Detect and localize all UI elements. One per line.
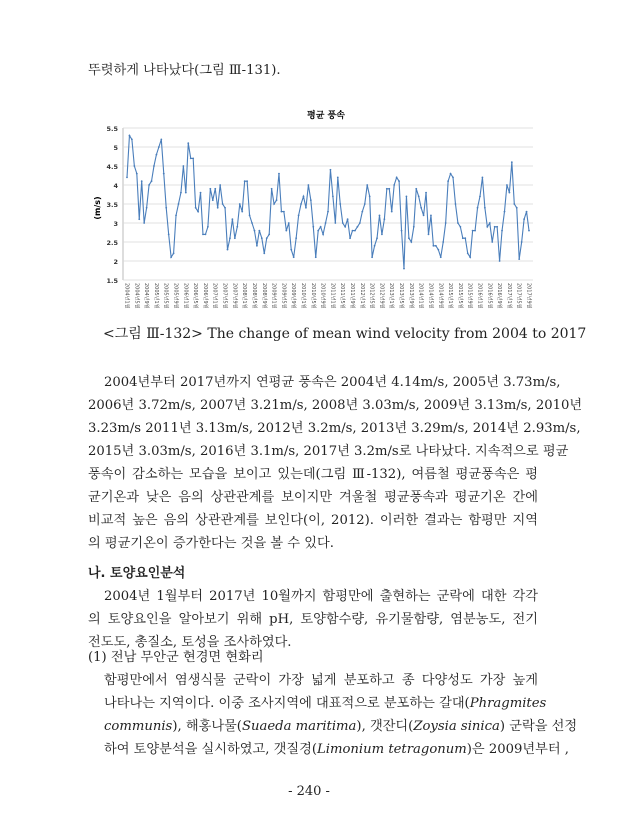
x-tick-label: 2011년1월	[329, 283, 336, 309]
data-point	[232, 218, 234, 220]
data-point	[202, 234, 204, 236]
paragraph3-line: 함평만에서 염생식물 군락이 가장 넓게 분포하고 종 다양성도 가장 높게	[104, 673, 538, 688]
data-point	[251, 222, 253, 224]
paragraph-line: 균기온과 낮은 음의 상관관계를 보이지만 겨울철 평균풍속과 평균기온 간에	[88, 490, 538, 505]
x-tick-label: 2008년9월	[260, 283, 267, 309]
data-point	[126, 177, 128, 179]
text-segment: ), 해홍나물(	[172, 719, 242, 734]
species-name: Zoysia sinica	[413, 719, 500, 734]
data-point	[383, 218, 385, 220]
data-point	[320, 226, 322, 228]
text-segment: ) 군락을 선정	[499, 719, 578, 734]
paragraph-line: 풍속이 감소하는 모습을 보이고 있는데(그림 Ⅲ-132), 여름철 평균풍속은 평	[88, 467, 538, 482]
data-point	[489, 222, 491, 224]
data-point	[136, 173, 138, 175]
data-point	[440, 256, 442, 258]
data-point	[339, 203, 341, 205]
x-tick-label: 2016년5월	[486, 283, 493, 309]
data-point	[401, 230, 403, 232]
data-point	[209, 188, 211, 190]
y-tick-label: 3.5	[106, 201, 118, 209]
data-point	[499, 260, 501, 262]
data-point	[467, 253, 469, 255]
data-point	[511, 161, 513, 163]
data-point	[165, 207, 167, 209]
data-point	[258, 230, 260, 232]
data-point	[295, 237, 297, 239]
data-point	[472, 230, 474, 232]
x-tick-label: 2006년1월	[182, 283, 189, 309]
data-point	[163, 173, 165, 175]
data-point	[357, 226, 359, 228]
y-tick-label: 5.5	[106, 125, 118, 133]
data-point	[374, 245, 376, 247]
data-point	[156, 154, 158, 156]
data-point	[366, 184, 368, 186]
paragraph-line: 2015년 3.03m/s, 2016년 3.1m/s, 2017년 3.2m/s로 나타났다. 지속적으로 평균	[88, 444, 569, 459]
y-axis-label: (m/s)	[93, 196, 102, 220]
data-point	[364, 203, 366, 205]
data-point	[349, 237, 351, 239]
data-point	[423, 215, 425, 217]
data-point	[359, 222, 361, 224]
data-point	[266, 237, 268, 239]
x-tick-label: 2012년9월	[378, 283, 385, 309]
x-tick-label: 2006년5월	[192, 283, 199, 309]
chart-title: 평균 풍속	[307, 111, 345, 121]
data-point	[146, 207, 148, 209]
data-point	[241, 211, 243, 213]
data-point	[410, 241, 412, 243]
data-point	[273, 203, 275, 205]
data-point	[168, 234, 170, 236]
paragraph-line: 전도도, 총질소, 토성을 조사하였다.	[88, 635, 292, 650]
data-point	[442, 241, 444, 243]
data-point	[464, 237, 466, 239]
page-number: - 240 -	[288, 784, 330, 799]
data-point	[185, 192, 187, 194]
x-tick-label: 2011년9월	[349, 283, 356, 309]
x-tick-label: 2005년9월	[172, 283, 179, 309]
paragraph3-line	[104, 718, 578, 736]
x-tick-label: 2014년5월	[427, 283, 434, 309]
x-tick-label: 2013년5월	[398, 283, 405, 309]
species-name: Suaeda maritima	[241, 719, 357, 734]
data-point	[496, 226, 498, 228]
data-point	[450, 173, 452, 175]
data-point	[244, 180, 246, 182]
data-point	[158, 146, 160, 148]
data-point	[428, 234, 430, 236]
x-tick-label: 2016년9월	[496, 283, 503, 309]
x-tick-label: 2010년5월	[309, 283, 316, 309]
data-point	[212, 199, 214, 201]
data-point	[398, 180, 400, 182]
x-tick-label: 2010년9월	[319, 283, 326, 309]
data-point	[261, 237, 263, 239]
x-tick-label: 2006년9월	[201, 283, 208, 309]
x-tick-label: 2013년9월	[407, 283, 414, 309]
data-point	[234, 237, 236, 239]
data-point	[278, 173, 280, 175]
data-point	[263, 253, 265, 255]
data-point	[447, 180, 449, 182]
x-tick-label: 2013년1월	[388, 283, 395, 309]
data-point	[386, 188, 388, 190]
wind-velocity-chart	[86, 104, 548, 322]
data-point	[435, 245, 437, 247]
x-tick-label: 2009년1월	[270, 283, 277, 309]
x-tick-label: 2004년5월	[133, 283, 140, 309]
data-point	[518, 258, 520, 260]
data-point	[187, 142, 189, 144]
data-point	[494, 226, 496, 228]
data-point	[310, 199, 312, 201]
data-point	[207, 226, 209, 228]
data-point	[173, 253, 175, 255]
data-point	[175, 215, 177, 217]
data-point	[342, 222, 344, 224]
data-point	[322, 234, 324, 236]
data-point	[254, 230, 256, 232]
section-heading: 나. 토양요인분석	[88, 566, 186, 581]
y-tick-label: 4	[113, 182, 118, 190]
paragraph-line: 2006년 3.72m/s, 2007년 3.21m/s, 2008년 3.03m/s, 2009년 3.13m/s, 2010년	[88, 398, 583, 413]
data-point	[249, 215, 251, 217]
x-tick-label: 2007년9월	[231, 283, 238, 309]
data-point	[271, 188, 273, 190]
data-point	[486, 226, 488, 228]
data-point	[330, 169, 332, 171]
data-point	[396, 177, 398, 179]
x-tick-label: 2015년1월	[447, 283, 454, 309]
species-name: communis	[104, 719, 173, 734]
subheading: (1) 전남 무안군 현경면 현화리	[88, 650, 264, 665]
data-point	[420, 207, 422, 209]
data-point	[371, 256, 373, 258]
data-point	[482, 177, 484, 179]
data-point	[151, 180, 153, 182]
data-point	[469, 256, 471, 258]
x-tick-label: 2010년1월	[299, 283, 306, 309]
paragraph-line: 의 토양요인을 알아보기 위해 pH, 토양함수량, 유기물함량, 염분농도, 전기	[88, 612, 538, 627]
paragraph3-line	[104, 695, 547, 713]
data-point	[195, 207, 197, 209]
text-segment: ), 갯잔디(	[356, 719, 414, 734]
data-point	[143, 222, 145, 224]
text-segment: 나타나는 지역이다. 이중 조사지역에 대표적으로 분포하는 갈대(	[104, 696, 470, 711]
data-point	[445, 222, 447, 224]
data-point	[437, 249, 439, 251]
text-segment: 하여 토양분석을 실시하였고, 갯질경(	[104, 742, 317, 757]
data-point	[508, 192, 510, 194]
data-point	[325, 222, 327, 224]
x-tick-label: 2009년5월	[280, 283, 287, 309]
data-point	[361, 211, 363, 213]
data-point	[239, 203, 241, 205]
data-point	[305, 207, 307, 209]
x-tick-label: 2015년9월	[466, 283, 473, 309]
series-polyline	[127, 136, 529, 269]
data-point	[504, 211, 506, 213]
x-tick-label: 2008년1월	[241, 283, 248, 309]
data-point	[408, 237, 410, 239]
data-point	[391, 211, 393, 213]
paragraph-line: 비교적 높은 음의 상관관계를 보인다(이, 2012). 이러한 결과는 함평만 지역	[88, 513, 538, 528]
data-point	[315, 256, 317, 258]
x-tick-labels	[124, 283, 533, 309]
data-point	[369, 196, 371, 198]
data-point	[229, 237, 231, 239]
x-tick-label: 2014년9월	[437, 283, 444, 309]
data-point	[192, 158, 194, 160]
data-point	[219, 184, 221, 186]
data-point	[327, 211, 329, 213]
data-point	[526, 211, 528, 213]
data-point	[379, 215, 381, 217]
data-point	[452, 177, 454, 179]
y-tick-label: 3	[113, 220, 118, 228]
species-name: Limonium tetragonum	[317, 742, 467, 757]
data-point	[459, 226, 461, 228]
data-point	[138, 218, 140, 220]
data-point	[376, 237, 378, 239]
data-point	[170, 256, 172, 258]
x-tick-label: 2005년5월	[162, 283, 169, 309]
x-tick-label: 2009년9월	[290, 283, 297, 309]
x-tick-label: 2017년1월	[505, 283, 512, 309]
data-point	[281, 211, 283, 213]
data-point	[133, 165, 135, 167]
data-point	[153, 165, 155, 167]
data-point	[290, 249, 292, 251]
x-tick-label: 2004년9월	[143, 283, 150, 309]
paragraph-line: 의 평균기온이 증가한다는 것을 볼 수 있다.	[88, 536, 334, 551]
data-point	[462, 237, 464, 239]
paragraph-line: 2004년 1월부터 2017년 10월까지 함평만에 출현하는 군락에 대한 각각	[104, 589, 538, 604]
data-point	[506, 184, 508, 186]
data-point	[403, 268, 405, 270]
data-point	[317, 230, 319, 232]
species-name: Phragmites	[469, 696, 547, 711]
y-tick-label: 2.5	[106, 239, 118, 247]
data-point	[276, 199, 278, 201]
data-point	[418, 196, 420, 198]
data-point	[430, 215, 432, 217]
data-point	[160, 139, 162, 141]
data-point	[217, 207, 219, 209]
x-tick-label: 2005년1월	[152, 283, 159, 309]
data-point	[131, 139, 133, 141]
data-point	[300, 203, 302, 205]
figure-caption: <그림 Ⅲ-132> The change of mean wind velocity from 2004 to 2017	[103, 326, 587, 342]
data-point	[455, 203, 457, 205]
data-point	[337, 177, 339, 179]
data-point	[477, 207, 479, 209]
series-line	[126, 135, 530, 270]
paragraph-line: 3.23m/s 2011년 3.13m/s, 2012년 3.2m/s, 2013년 3.29m/s, 2014년 2.93m/s,	[88, 421, 581, 436]
data-point	[236, 226, 238, 228]
data-point	[141, 180, 143, 182]
data-point	[479, 196, 481, 198]
x-tick-label: 2017년5월	[515, 283, 522, 309]
data-point	[352, 230, 354, 232]
data-point	[528, 230, 530, 232]
data-point	[413, 226, 415, 228]
x-tick-label: 2016년1월	[476, 283, 483, 309]
data-point	[182, 165, 184, 167]
data-point	[303, 196, 305, 198]
x-tick-label: 2011년5월	[339, 283, 346, 309]
y-tick-label: 5	[113, 144, 118, 152]
data-point	[347, 218, 349, 220]
text-segment: )은 2009년부터 ,	[466, 742, 570, 757]
data-point	[227, 249, 229, 251]
data-point	[268, 234, 270, 236]
data-point	[246, 180, 248, 182]
paragraph3-line	[104, 741, 570, 759]
data-point	[307, 184, 309, 186]
data-point	[148, 184, 150, 186]
data-point	[197, 211, 199, 213]
y-tick-label: 2	[113, 258, 118, 266]
x-tick-label: 2017년9월	[525, 283, 532, 309]
data-point	[513, 203, 515, 205]
x-tick-label: 2012년1월	[358, 283, 365, 309]
data-point	[381, 234, 383, 236]
y-tick-label: 1.5	[106, 277, 118, 285]
data-point	[224, 207, 226, 209]
top-text-line: 뚜렷하게 나타났다(그림 Ⅲ-131).	[88, 63, 281, 78]
data-point	[312, 226, 314, 228]
data-point	[501, 230, 503, 232]
data-point	[222, 203, 224, 205]
data-point	[523, 218, 525, 220]
data-point	[178, 203, 180, 205]
x-tick-label: 2012년5월	[368, 283, 375, 309]
paragraph-line: 2004년부터 2017년까지 연평균 풍속은 2004년 4.14m/s, 2005년 3.73m/s,	[104, 375, 561, 390]
data-point	[334, 222, 336, 224]
y-tick-labels	[106, 125, 118, 285]
data-point	[293, 256, 295, 258]
data-point	[129, 135, 131, 137]
data-point	[205, 234, 207, 236]
x-tick-label: 2008년5월	[250, 283, 257, 309]
data-point	[354, 230, 356, 232]
data-point	[190, 158, 192, 160]
x-tick-label: 2015년5월	[456, 283, 463, 309]
data-point	[516, 207, 518, 209]
x-tick-label: 2007년1월	[211, 283, 218, 309]
data-point	[298, 215, 300, 217]
x-tick-label: 2004년1월	[123, 283, 130, 309]
data-point	[180, 192, 182, 194]
data-point	[344, 226, 346, 228]
data-point	[388, 188, 390, 190]
data-point	[200, 192, 202, 194]
data-point	[521, 241, 523, 243]
data-point	[332, 196, 334, 198]
data-point	[457, 222, 459, 224]
data-point	[474, 230, 476, 232]
data-point	[256, 245, 258, 247]
data-point	[283, 211, 285, 213]
data-point	[406, 196, 408, 198]
x-tick-label: 2014년1월	[417, 283, 424, 309]
data-point	[393, 184, 395, 186]
data-point	[285, 230, 287, 232]
data-point	[484, 207, 486, 209]
data-point	[491, 241, 493, 243]
data-point	[288, 222, 290, 224]
data-point	[425, 192, 427, 194]
data-point	[415, 188, 417, 190]
x-tick-label: 2007년5월	[221, 283, 228, 309]
data-point	[214, 188, 216, 190]
y-tick-label: 4.5	[106, 163, 118, 171]
data-point	[433, 245, 435, 247]
